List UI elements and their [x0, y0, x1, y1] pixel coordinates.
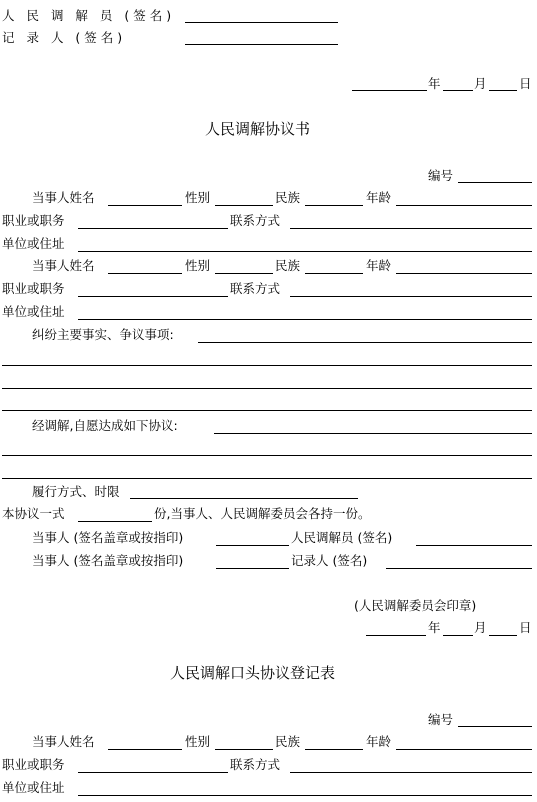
register-number-label: 编号 — [428, 712, 454, 727]
agreement-number-field[interactable] — [458, 182, 532, 183]
party2-contact-field[interactable] — [290, 296, 532, 297]
register-party1-address-label: 单位或住址 — [2, 780, 65, 795]
register-party1-occupation-field[interactable] — [78, 772, 228, 773]
party-b-sign-label: 当事人 (签名盖章或按指印) — [32, 553, 184, 568]
party2-address-label: 单位或住址 — [2, 304, 65, 319]
party1-occupation-label: 职业或职务 — [2, 213, 65, 228]
recorder-sign-field[interactable] — [386, 568, 532, 569]
performance-label: 履行方式、时限 — [32, 484, 120, 499]
mediator-sign-label: 人民调解员 (签名) — [291, 530, 393, 545]
party1-occupation-field[interactable] — [78, 228, 228, 229]
dispute-facts-label: 纠纷主要事实、争议事项: — [32, 327, 174, 342]
agreement-day-field[interactable] — [489, 635, 517, 636]
party1-gender-field[interactable] — [215, 205, 273, 206]
agreement-content-label: 经调解,自愿达成如下协议: — [32, 418, 178, 433]
dispute-facts-line-4[interactable] — [2, 410, 532, 411]
party1-contact-field[interactable] — [290, 228, 532, 229]
agreement-content-line-1[interactable] — [214, 433, 532, 434]
agreement-number-label: 编号 — [428, 168, 454, 183]
party2-name-label: 当事人姓名 — [32, 258, 95, 273]
register-party1-ethnicity-label: 民族 — [275, 734, 301, 749]
party2-age-label: 年龄 — [366, 258, 392, 273]
register-party1-gender-label: 性别 — [185, 734, 211, 749]
party1-age-field[interactable] — [396, 205, 532, 206]
party2-contact-label: 联系方式 — [230, 281, 281, 296]
register-party1-address-field[interactable] — [78, 795, 532, 796]
register-party1-name-field[interactable] — [108, 749, 182, 750]
dispute-facts-line-2[interactable] — [2, 365, 532, 366]
party1-address-field[interactable] — [78, 251, 532, 252]
party1-ethnicity-field[interactable] — [305, 205, 363, 206]
month-label: 月 — [474, 76, 487, 91]
party2-gender-field[interactable] — [215, 273, 273, 274]
party-a-sign-field[interactable] — [216, 545, 289, 546]
mediator-sign-field[interactable] — [416, 545, 532, 546]
agreement-month-label: 月 — [474, 620, 487, 635]
mediator-signature-line[interactable] — [185, 22, 338, 23]
agreement-day-label: 日 — [519, 620, 532, 635]
agreement-month-field[interactable] — [443, 635, 473, 636]
party-b-sign-field[interactable] — [216, 568, 289, 569]
month-field[interactable] — [443, 90, 473, 91]
mediator-signature-label: 人 民 调 解 员 (签名) — [2, 8, 176, 23]
register-party1-contact-field[interactable] — [290, 772, 532, 773]
party1-name-field[interactable] — [108, 205, 182, 206]
party1-age-label: 年龄 — [366, 190, 392, 205]
register-party1-name-label: 当事人姓名 — [32, 734, 95, 749]
agreement-year-label: 年 — [428, 620, 441, 635]
register-party1-ethnicity-field[interactable] — [305, 749, 363, 750]
register-party1-contact-label: 联系方式 — [230, 757, 281, 772]
party1-contact-label: 联系方式 — [230, 213, 281, 228]
party1-name-label: 当事人姓名 — [32, 190, 95, 205]
copies-prefix: 本协议一式 — [2, 506, 65, 521]
committee-seal-label: (人民调解委员会印章) — [354, 598, 477, 613]
performance-field[interactable] — [130, 498, 358, 499]
register-party1-gender-field[interactable] — [215, 749, 273, 750]
agreement-year-field[interactable] — [366, 635, 426, 636]
party1-gender-label: 性别 — [185, 190, 211, 205]
year-label: 年 — [428, 76, 441, 91]
recorder-signature-line[interactable] — [185, 44, 338, 45]
recorder-signature-label: 记 录 人 (签名) — [2, 30, 127, 45]
party2-ethnicity-label: 民族 — [275, 258, 301, 273]
year-field[interactable] — [352, 90, 427, 91]
agreement-content-line-3[interactable] — [2, 478, 532, 479]
register-party1-age-label: 年龄 — [366, 734, 392, 749]
agreement-content-line-2[interactable] — [2, 455, 532, 456]
copies-count-field[interactable] — [78, 521, 152, 522]
copies-suffix: 份,当事人、人民调解委员会各持一份。 — [154, 506, 371, 521]
register-party1-age-field[interactable] — [396, 749, 532, 750]
recorder-sign-label: 记录人 (签名) — [291, 553, 368, 568]
party1-address-label: 单位或住址 — [2, 236, 65, 251]
party2-occupation-field[interactable] — [78, 296, 228, 297]
party2-gender-label: 性别 — [185, 258, 211, 273]
party2-ethnicity-field[interactable] — [305, 273, 363, 274]
party2-name-field[interactable] — [108, 273, 182, 274]
party2-occupation-label: 职业或职务 — [2, 281, 65, 296]
register-number-field[interactable] — [458, 726, 532, 727]
party2-age-field[interactable] — [396, 273, 532, 274]
day-field[interactable] — [489, 90, 517, 91]
party2-address-field[interactable] — [78, 319, 532, 320]
agreement-title: 人民调解协议书 — [205, 120, 311, 138]
party1-ethnicity-label: 民族 — [275, 190, 301, 205]
dispute-facts-line-1[interactable] — [198, 342, 532, 343]
oral-register-title: 人民调解口头协议登记表 — [170, 664, 336, 682]
day-label: 日 — [519, 76, 532, 91]
dispute-facts-line-3[interactable] — [2, 388, 532, 389]
register-party1-occupation-label: 职业或职务 — [2, 757, 65, 772]
party-a-sign-label: 当事人 (签名盖章或按指印) — [32, 530, 184, 545]
